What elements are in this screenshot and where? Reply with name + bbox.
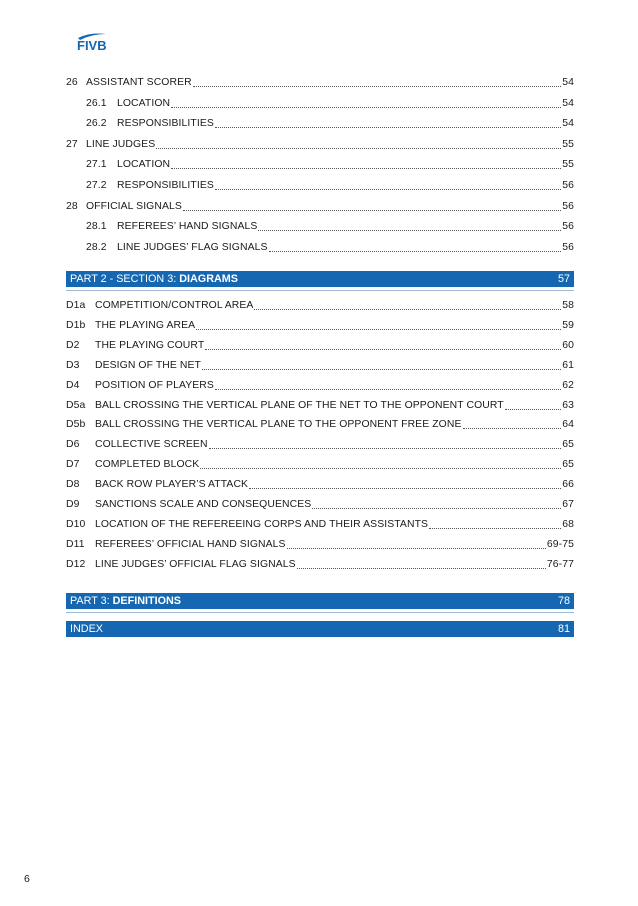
dot-leader — [505, 399, 561, 410]
entry-page: 63 — [562, 399, 574, 411]
entry-number: D9 — [66, 499, 80, 510]
part3-header[interactable] — [66, 593, 574, 609]
toc-entry[interactable] — [86, 219, 574, 235]
dot-leader — [249, 478, 561, 489]
entry-title: COMPETITION/CONTROL AREA — [95, 300, 254, 311]
entry-title: POSITION OF PLAYERS — [95, 379, 214, 391]
entry-page: 64 — [562, 419, 574, 431]
entry-title: LINE JUDGES — [86, 138, 156, 150]
entry-number: 26 — [66, 77, 78, 88]
page-number: 6 — [24, 873, 30, 885]
entry-number: 28.1 — [86, 221, 107, 233]
entry-title: OFFICIAL SIGNALS — [86, 200, 182, 212]
entry-title: COMPLETED BLOCK — [95, 459, 200, 471]
part3-prefix: PART 3: — [70, 595, 113, 607]
entry-number: D2 — [66, 339, 80, 351]
dot-leader — [193, 76, 562, 87]
toc-entry[interactable] — [66, 398, 574, 414]
dot-leader — [202, 359, 561, 370]
dot-leader — [287, 538, 546, 549]
entry-page: 76-77 — [546, 558, 574, 570]
toc-entry[interactable] — [86, 96, 574, 112]
dot-leader — [215, 117, 561, 128]
toc-entry[interactable] — [86, 178, 574, 194]
dot-leader — [171, 158, 561, 169]
entry-page: 69-75 — [546, 538, 574, 550]
section3-page: 57 — [557, 273, 570, 285]
entry-title: THE PLAYING AREA — [95, 319, 196, 331]
entry-number: 28.2 — [86, 241, 107, 253]
toc-entry[interactable] — [66, 199, 574, 215]
entry-page: 54 — [562, 118, 574, 130]
section3-prefix: PART 2 - SECTION 3: — [70, 273, 180, 285]
dot-leader — [215, 379, 561, 390]
toc-entry[interactable] — [66, 298, 574, 314]
entry-number: D6 — [66, 439, 80, 451]
toc-entry[interactable] — [86, 240, 574, 256]
entry-page: 62 — [562, 379, 574, 391]
entry-number: D1b — [66, 319, 86, 331]
entry-title: REFEREES’ HAND SIGNALS — [117, 221, 258, 233]
index-page: 81 — [557, 623, 570, 635]
entry-title: ASSISTANT SCORER — [86, 77, 192, 88]
toc-entry[interactable] — [66, 378, 574, 394]
toc-entry[interactable] — [86, 157, 574, 173]
entry-number: 26.2 — [86, 118, 107, 130]
part3-title: DEFINITIONS — [112, 595, 181, 607]
entry-title: LOCATION — [117, 159, 171, 171]
toc-entry[interactable] — [66, 517, 574, 533]
toc-entry[interactable] — [66, 358, 574, 374]
entry-title: DESIGN OF THE NET — [95, 359, 202, 371]
dot-leader — [196, 319, 561, 330]
toc-entry[interactable] — [66, 477, 574, 493]
toc-entry[interactable] — [66, 137, 574, 153]
entry-page: 65 — [562, 459, 574, 471]
entry-number: D11 — [66, 538, 85, 550]
toc-entry[interactable] — [66, 318, 574, 334]
entry-page: 54 — [562, 77, 574, 88]
entry-page: 59 — [562, 319, 574, 331]
index-title: INDEX — [70, 623, 103, 635]
entry-page: 58 — [562, 300, 574, 311]
dot-leader — [297, 558, 546, 569]
entry-page: 66 — [562, 479, 574, 491]
dot-leader — [215, 179, 561, 190]
dot-leader — [183, 200, 561, 211]
entry-title: SANCTIONS SCALE AND CONSEQUENCES — [95, 499, 312, 510]
entry-title: RESPONSIBILITIES — [117, 118, 214, 130]
entry-title: LINE JUDGES’ OFFICIAL FLAG SIGNALS — [95, 558, 296, 570]
toc-entry[interactable] — [66, 417, 574, 433]
entry-number: D3 — [66, 359, 80, 371]
entry-page: 54 — [562, 97, 574, 109]
entry-number: 26.1 — [86, 97, 107, 109]
entry-page: 55 — [562, 159, 574, 171]
entry-title: RESPONSIBILITIES — [117, 180, 214, 191]
entry-number: 27 — [66, 138, 78, 150]
entry-title: COLLECTIVE SCREEN — [95, 439, 208, 451]
entry-number: D8 — [66, 479, 80, 491]
entry-title: REFEREES’ OFFICIAL HAND SIGNALS — [95, 538, 286, 550]
entry-page: 56 — [562, 241, 574, 253]
entry-page: 55 — [562, 138, 574, 150]
entry-number: D1a — [66, 300, 86, 311]
entry-number: D5a — [66, 399, 86, 411]
dot-leader — [258, 220, 561, 231]
dot-leader — [156, 138, 561, 149]
entry-number: 28 — [66, 200, 78, 212]
entry-page: 60 — [562, 339, 574, 351]
entry-number: 27.1 — [86, 159, 107, 171]
entry-number: D5b — [66, 419, 86, 431]
entry-title: BALL CROSSING THE VERTICAL PLANE TO THE OPPONENT FREE ZONE — [95, 419, 462, 431]
table-of-contents — [66, 0, 574, 906]
entry-number: D12 — [66, 558, 86, 570]
divider — [66, 612, 574, 613]
dot-leader — [429, 518, 561, 529]
entry-title: THE PLAYING COURT — [95, 339, 205, 351]
part3-page: 78 — [557, 595, 570, 607]
toc-entry[interactable] — [66, 457, 574, 473]
dot-leader — [312, 498, 561, 509]
section3-title: DIAGRAMS — [179, 273, 238, 285]
dot-leader — [205, 339, 561, 350]
toc-entry[interactable] — [66, 75, 574, 91]
entry-page: 61 — [562, 359, 574, 371]
divider — [66, 290, 574, 291]
entry-page: 68 — [562, 518, 574, 530]
dot-leader — [463, 418, 562, 429]
section3-header[interactable] — [66, 271, 574, 287]
dot-leader — [209, 438, 562, 449]
index-header[interactable] — [66, 621, 574, 637]
dot-leader — [269, 241, 562, 252]
dot-leader — [171, 97, 561, 108]
toc-entry[interactable] — [66, 437, 574, 453]
entry-page: 56 — [562, 200, 574, 212]
entry-page: 65 — [562, 439, 574, 451]
toc-entry[interactable] — [66, 537, 574, 553]
entry-page: 56 — [562, 221, 574, 233]
logo-text: FIVB — [77, 38, 107, 51]
toc-entry[interactable] — [86, 116, 574, 132]
entry-title: BACK ROW PLAYER’S ATTACK — [95, 479, 249, 491]
entry-number: 27.2 — [86, 180, 107, 191]
dot-leader — [254, 299, 561, 310]
toc-entry[interactable] — [66, 497, 574, 513]
entry-number: D4 — [66, 379, 80, 391]
entry-title: LOCATION OF THE REFEREEING CORPS AND THEIR ASSISTANTS — [95, 518, 429, 530]
entry-title: LOCATION — [117, 97, 171, 109]
entry-page: 56 — [562, 180, 574, 191]
entry-title: BALL CROSSING THE VERTICAL PLANE OF THE NET TO THE OPPONENT COURT — [95, 399, 504, 411]
entry-page: 67 — [562, 499, 574, 510]
entry-number: D7 — [66, 459, 80, 471]
entry-title: LINE JUDGES’ FLAG SIGNALS — [117, 241, 268, 253]
toc-entry[interactable] — [66, 557, 574, 573]
entry-number: D10 — [66, 518, 86, 530]
toc-entry[interactable] — [66, 338, 574, 354]
dot-leader — [200, 458, 561, 469]
